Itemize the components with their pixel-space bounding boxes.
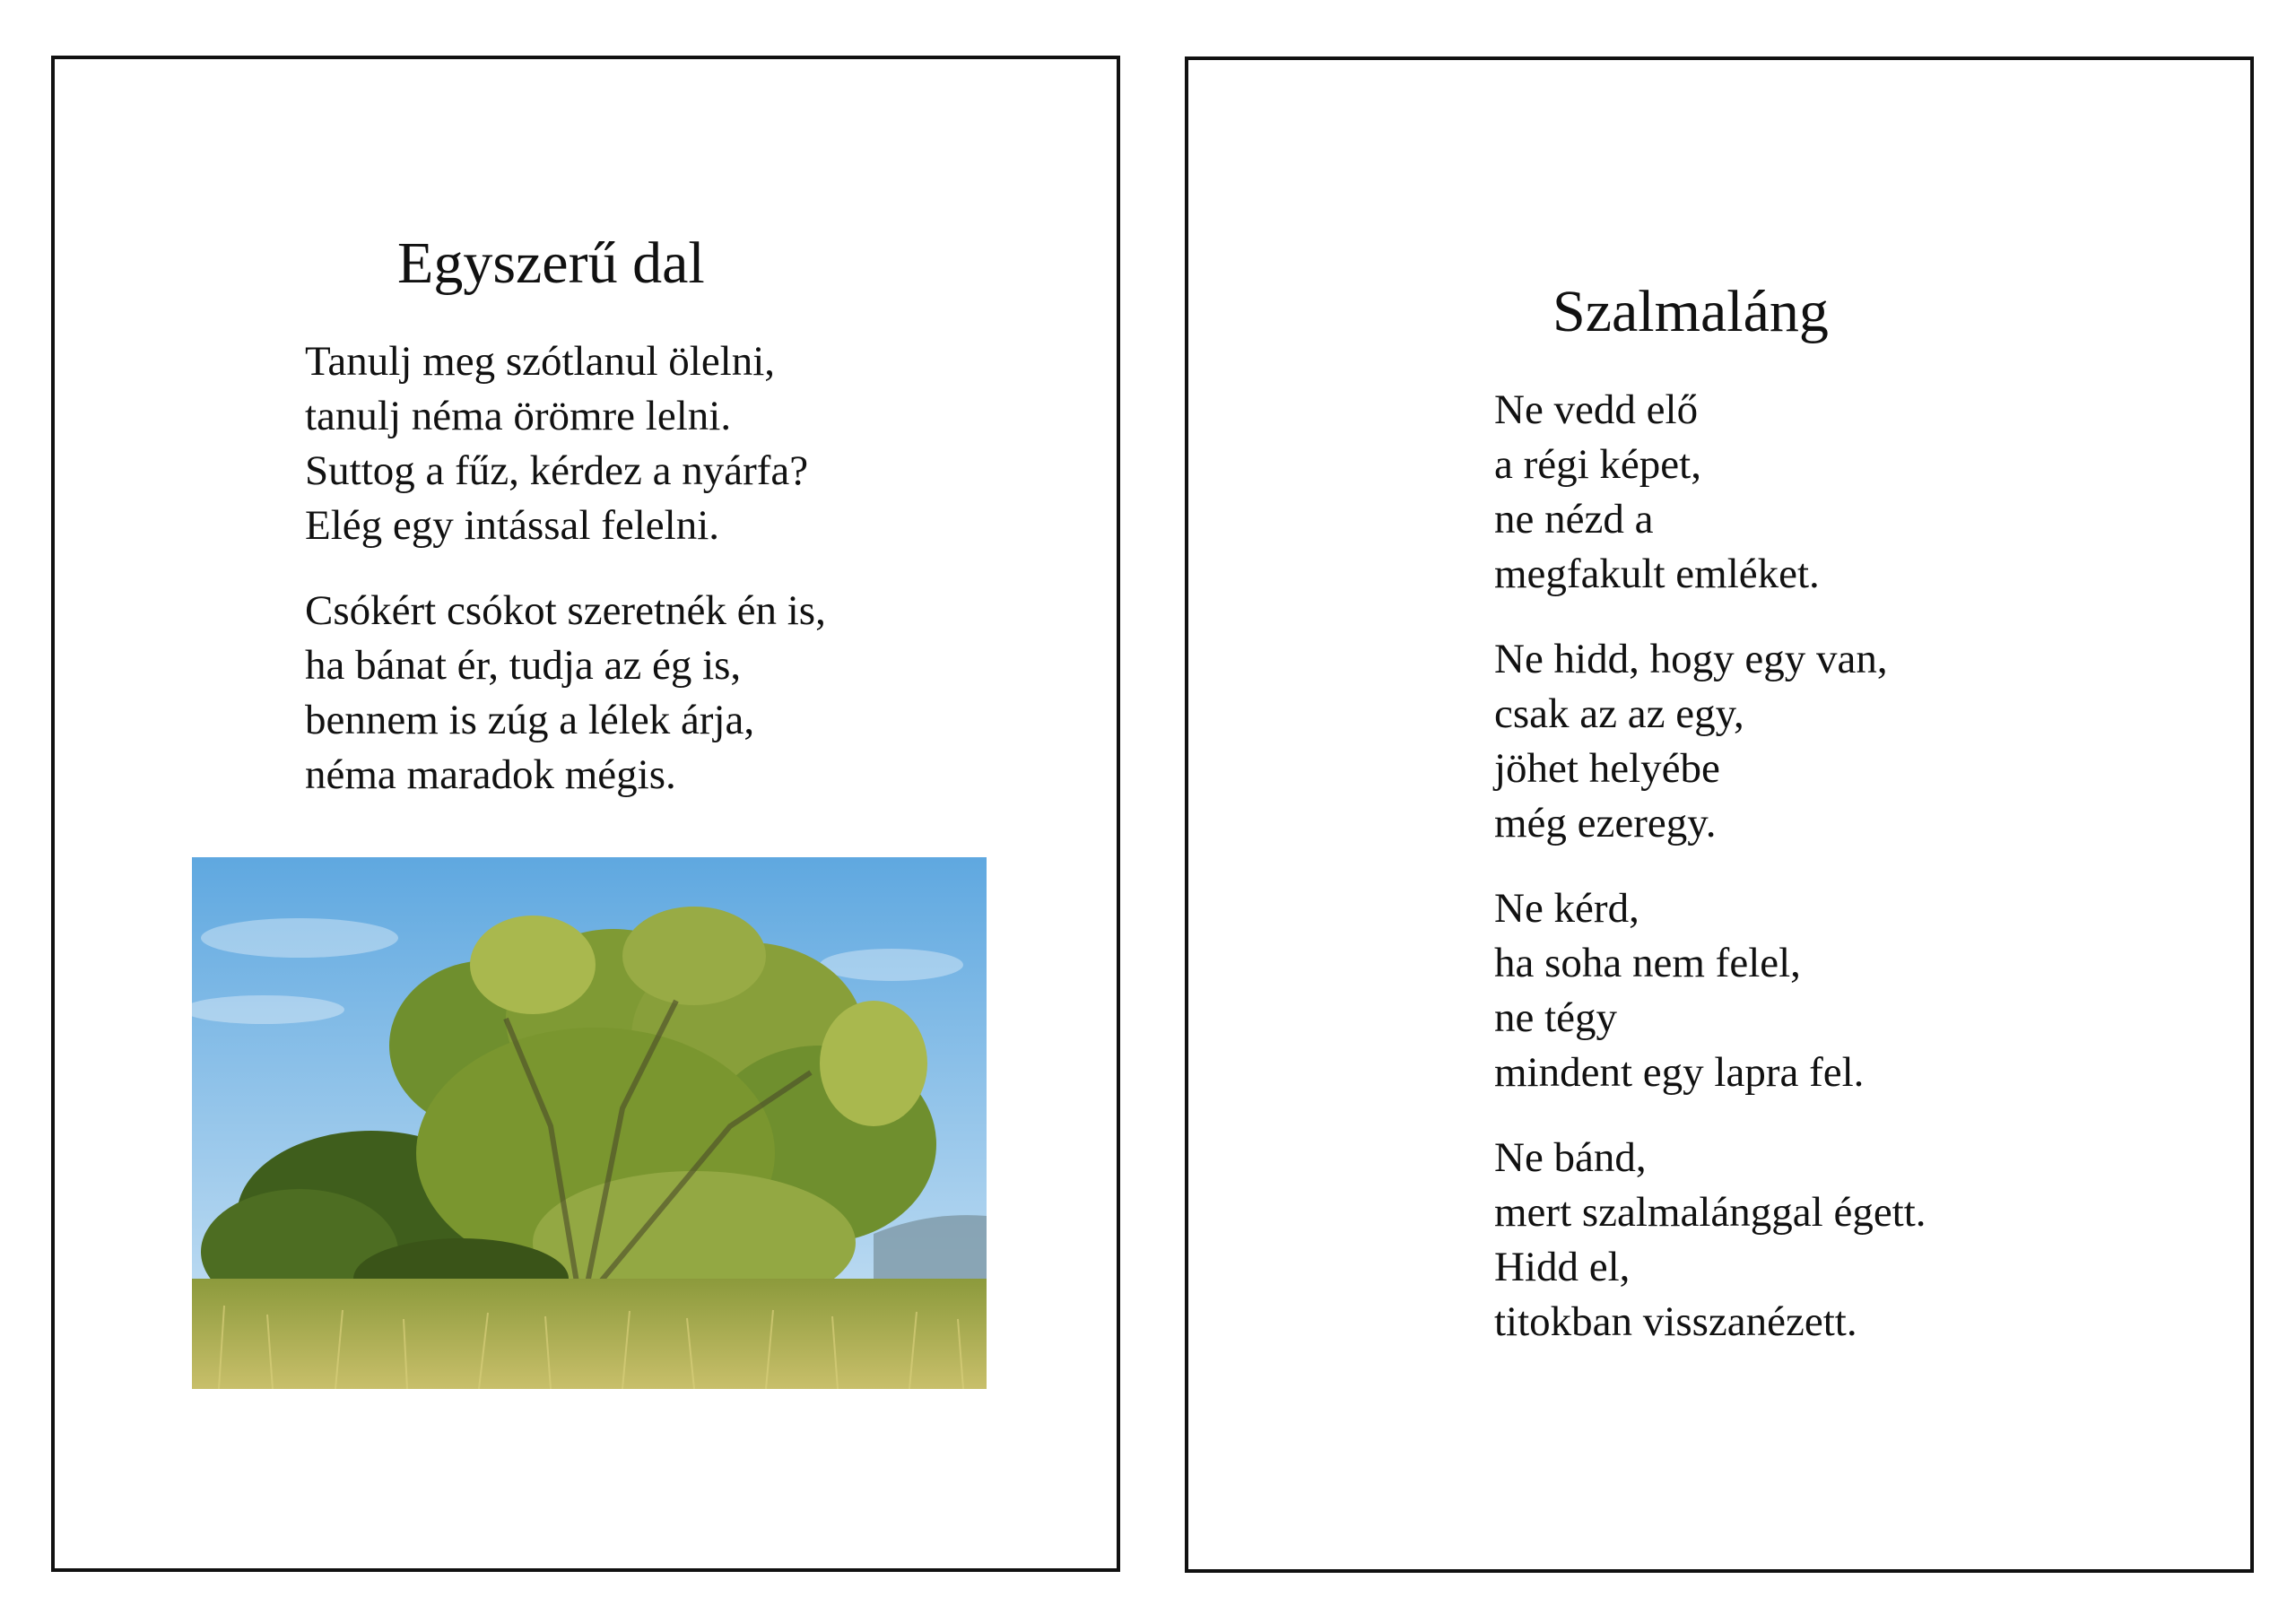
left-poem-body (305, 334, 826, 803)
stanza (1494, 1131, 1926, 1350)
poem-line: Elég egy intással felelni. (305, 502, 720, 549)
left-poem-title: Egyszerű dal (397, 230, 705, 296)
poem-line: megfakult emléket. (1494, 551, 1820, 597)
stanza (1494, 632, 1926, 851)
poem-line: Tanulj meg szótlanul ölelni, (305, 338, 776, 385)
stanza (1494, 881, 1926, 1100)
poem-line: a régi képet, (1494, 441, 1701, 488)
poem-line: Ne vedd elő (1494, 386, 1699, 433)
poem-line: Ne bánd, (1494, 1134, 1647, 1181)
poem-line: néma maradok mégis. (305, 751, 676, 798)
right-poem-title: Szalmaláng (1552, 279, 1829, 344)
right-poem-body (1494, 383, 1926, 1350)
poem-line: bennem is zúg a lélek árja, (305, 697, 755, 743)
poem-line: tanulj néma örömre lelni. (305, 393, 732, 439)
poem-line: Suttog a fűz, kérdez a nyárfa? (305, 447, 809, 494)
poem-line: ha soha nem felel, (1494, 940, 1801, 986)
poem-line: ne tégy (1494, 994, 1618, 1041)
meadow-grass (192, 1279, 987, 1389)
poem-line: csak az az egy, (1494, 690, 1744, 737)
willow-tree-photo (192, 857, 987, 1389)
poem-line: jöhet helyébe (1494, 745, 1720, 792)
poem-line: ha bánat ér, tudja az ég is, (305, 642, 742, 689)
stanza (305, 584, 826, 803)
poem-line: ne nézd a (1494, 496, 1654, 542)
left-page (51, 56, 1120, 1572)
poem-line: mert szalmalánggal égett. (1494, 1189, 1926, 1236)
right-page (1185, 56, 2254, 1573)
stanza (305, 334, 826, 553)
poem-line: titokban visszanézett. (1494, 1298, 1857, 1345)
poem-line: Ne hidd, hogy egy van, (1494, 636, 1888, 682)
poem-line: Ne kérd, (1494, 885, 1639, 932)
stanza (1494, 383, 1926, 602)
poem-line: mindent egy lapra fel. (1494, 1049, 1865, 1096)
poem-line: Hidd el, (1494, 1244, 1631, 1290)
poem-line: Csókért csókot szeretnék én is, (305, 587, 826, 634)
poem-line: még ezeregy. (1494, 800, 1717, 846)
